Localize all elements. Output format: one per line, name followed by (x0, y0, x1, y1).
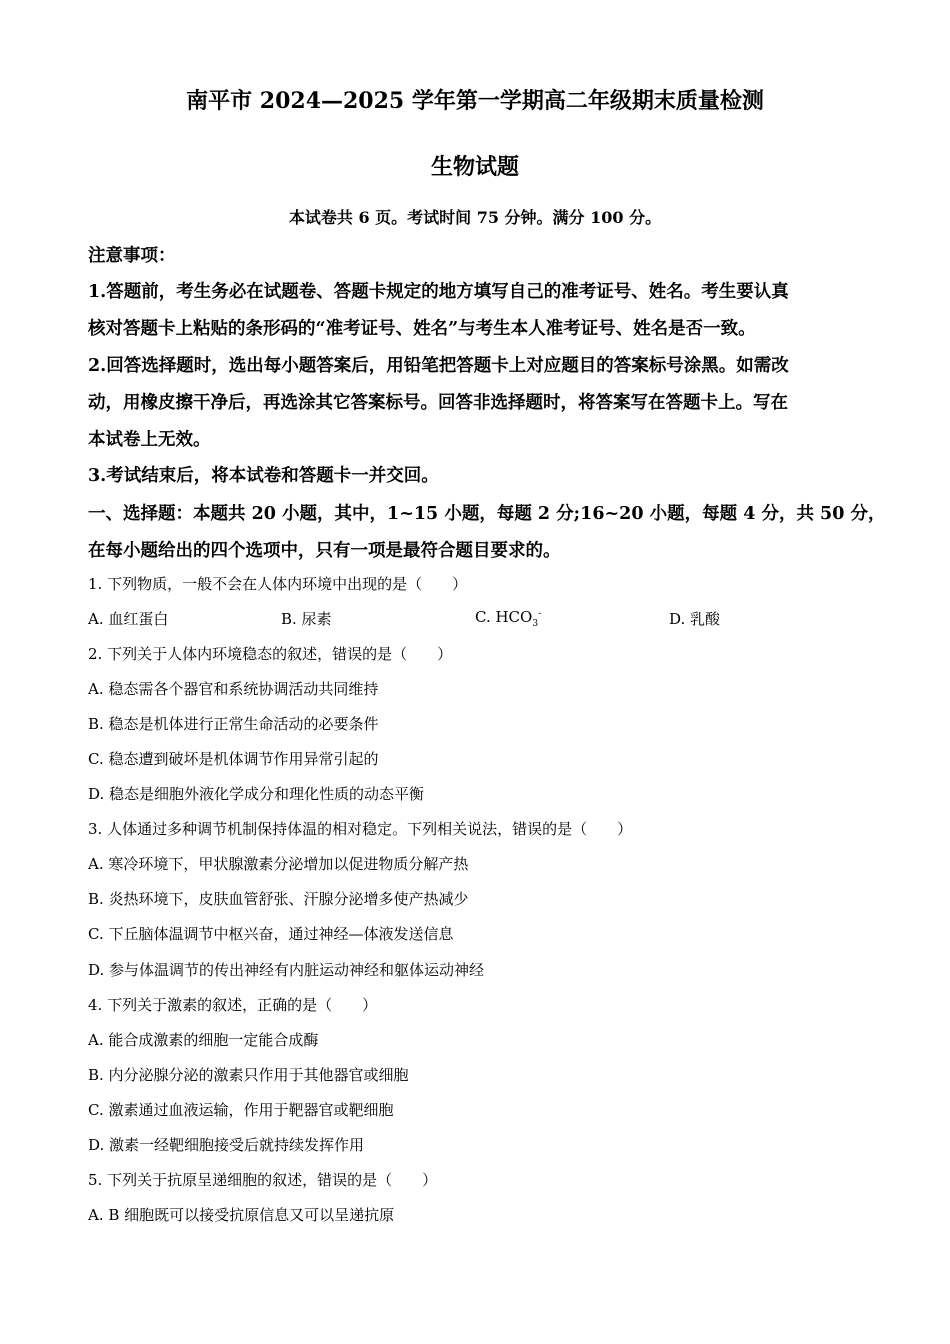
option-d: D. 乳酸 (669, 610, 721, 628)
option-a: A. 血红蛋白 (88, 610, 169, 628)
note-line: 核对答题卡上粘贴的条形码的“准考证号、姓名”与考生本人准考证号、姓名是否一致。 (88, 319, 756, 339)
note-line: 本试卷上无效。 (88, 430, 211, 450)
question-stem: 5. 下列关于抗原呈递细胞的叙述，错误的是（ ） (88, 1171, 438, 1189)
question-stem: 2. 下列关于人体内环境稳态的叙述，错误的是（ ） (88, 645, 453, 663)
subject-title: 生物试题 (430, 154, 519, 180)
option-c-text: C. HCO (475, 608, 533, 626)
option-c: C. 下丘脑体温调节中枢兴奋，通过神经—体液发送信息 (88, 925, 454, 943)
note-line: 动，用橡皮擦干净后，再选涂其它答案标号。回答非选择题时，将答案写在答题卡上。写在 (88, 393, 788, 413)
note-line: 3.考试结束后，将本试卷和答题卡一并交回。 (88, 466, 439, 486)
option-a: A. B 细胞既可以接受抗原信息又可以呈递抗原 (88, 1206, 395, 1224)
section-heading: 一、选择题：本题共 20 小题，其中，1~15 小题，每题 2 分;16~20 小题，每题 4 分，共 50 分， (88, 504, 886, 524)
note-line: 2.回答选择题时，选出每小题答案后，用铅笔把答题卡上对应题目的答案标号涂黑。如需改 (88, 356, 789, 376)
option-a: A. 寒冷环境下，甲状腺激素分泌增加以促进物质分解产热 (88, 855, 469, 873)
question-stem: 1. 下列物质，一般不会在人体内环境中出现的是（ ） (88, 575, 468, 593)
option-b: B. 炎热环境下，皮肤血管舒张、汗腺分泌增多使产热减少 (88, 890, 469, 908)
option-b: B. 内分泌腺分泌的激素只作用于其他器官或细胞 (88, 1066, 409, 1084)
option-c: C. 激素通过血液运输，作用于靶器官或靶细胞 (88, 1101, 394, 1119)
option-c: C. 稳态遭到破坏是机体调节作用异常引起的 (88, 750, 379, 768)
option-a: A. 稳态需各个器官和系统协调活动共同维持 (88, 680, 379, 698)
option-b: B. 稳态是机体进行正常生命活动的必要条件 (88, 715, 379, 733)
question-stem: 4. 下列关于激素的叙述，正确的是（ ） (88, 996, 378, 1014)
section-heading: 在每小题给出的四个选项中，只有一项是最符合题目要求的。 (88, 541, 561, 561)
option-a: A. 能合成激素的细胞一定能合成酶 (88, 1031, 319, 1049)
option-d: D. 激素一经靶细胞接受后就持续发挥作用 (88, 1136, 365, 1154)
superscript: - (538, 609, 542, 619)
subscript: 3 (532, 619, 539, 629)
option-d: D. 参与体温调节的传出神经有内脏运动神经和躯体运动神经 (88, 961, 485, 979)
question-stem: 3. 人体通过多种调节机制保持体温的相对稳定。下列相关说法，错误的是（ ） (88, 820, 633, 838)
option-c (475, 608, 541, 629)
option-b: B. 尿素 (281, 610, 332, 628)
note-line: 1.答题前，考生务必在试题卷、答题卡规定的地方填写自己的准考证号、姓名。考生要认真 (88, 282, 789, 302)
notes-heading: 注意事项： (88, 246, 176, 266)
option-d: D. 稳态是细胞外液化学成分和理化性质的动态平衡 (88, 785, 425, 803)
exam-title: 南平市 2024—2025 学年第一学期高二年级期末质量检测 (186, 88, 764, 114)
exam-info: 本试卷共 6 页。考试时间 75 分钟。满分 100 分。 (288, 208, 662, 227)
